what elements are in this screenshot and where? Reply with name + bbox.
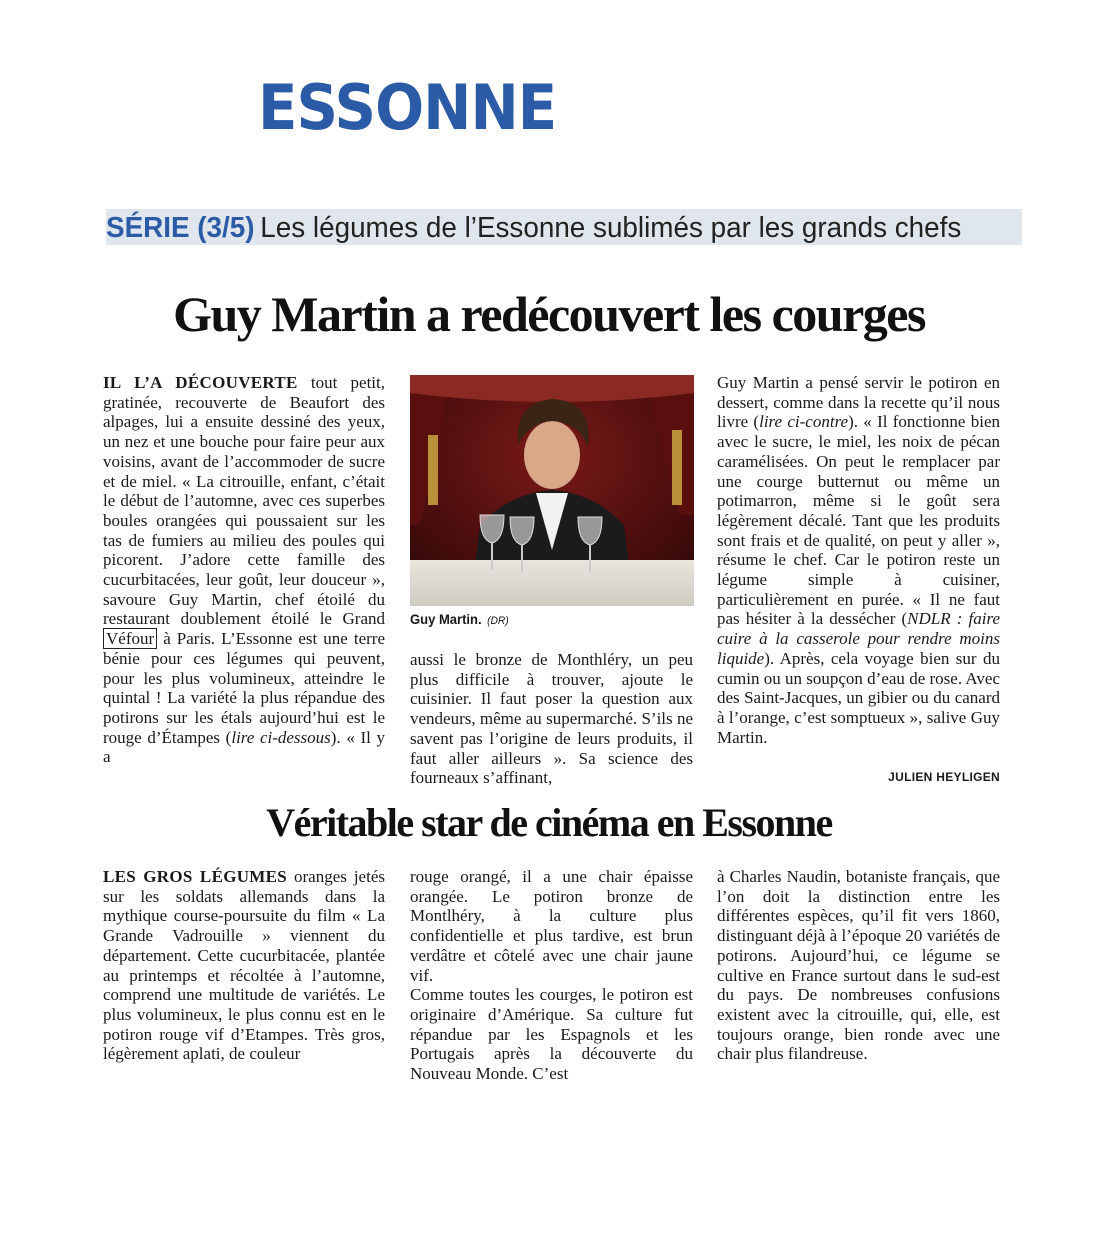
article1-column-3 bbox=[717, 373, 1000, 747]
article2-column-2 bbox=[410, 867, 693, 1084]
article1-column-1 bbox=[103, 373, 385, 767]
photo-caption bbox=[410, 611, 509, 627]
article1-boxed-word: Véfour bbox=[103, 628, 157, 649]
serie-subtitle: Les légumes de l’Essonne sublimés par les grands chefs bbox=[260, 212, 962, 244]
article2-col1-text: oranges jetés sur les soldats allemands dans la mythique course-poursuite du film « La Grande Vadrouille » viennent du département. Cette cucurbitacée, plantée au printemps et récoltée à l’automne, comprend une multitude de variétés. Le plus volumineux, le plus connu est en le potiron rouge vif d’Etampes. Très gros, légèrement aplati, de couleur bbox=[103, 867, 385, 1064]
serie-label: SÉRIE (3/5) bbox=[106, 212, 255, 244]
article2-col2-paragraph-2: Comme toutes les courges, le potiron est originaire d’Amérique. Sa culture fut répandue par les Espagnols et les Portugais après la découverte du Nouveau Monde. C’est bbox=[410, 985, 693, 1084]
serie-kicker bbox=[106, 208, 961, 248]
article1-col1-text-c: ). « Il y a bbox=[103, 727, 385, 767]
article2-col3-text: à Charles Naudin, botaniste français, que l’on doit la distinction entre les différentes espèces, qu’il fit vers 1860, distinguant déjà à l’époque 20 variétés de potirons. Aujourd’hui, ce légume se cultive en France surtout dans le sud-est du pays. De nombreuses confusions existent avec la citrouille, qui, elle, est toujours orange, bien ronde avec une chair plus filandreuse. bbox=[717, 867, 1000, 1064]
article1-col2-text: aussi le bronze de Monthléry, un peu plus difficile à trouver, ajoute le cuisinier. Il faut poser la question aux vendeurs, même au supermarché. S’ils ne savent pas l’origine de leurs produits, il faut aller ailleurs ». Sa science des fourneaux s’affinant, bbox=[410, 650, 693, 788]
article1-col1-text-a: tout petit, gratinée, recouverte de Beaufort des alpages, lui a ensuite dessiné des yeux, un nez et une bouche pour faire peur aux voisins, avant de l’accommoder de sucre et de miel. « La citrouille, enfant, c’était le début de l’automne, avec ces superbes boules orangées qui poussaient sur les tas de fumiers au milieu des poules qui picorent. J’adore cette famille des cucurbitacées, leur goût, leur douceur », savoure Guy Martin, chef étoilé du restaurant doublement étoilé le Grand bbox=[103, 373, 385, 629]
article1-col1-italic: lire ci-dessous bbox=[231, 727, 331, 747]
article2-column-3 bbox=[717, 867, 1000, 1064]
article1-lead: IL L’A DÉCOUVERTE bbox=[103, 373, 298, 392]
chef-portrait-photo bbox=[410, 375, 694, 606]
article1-col1-text-b: à Paris. L’Essonne est une terre bénie pour ces légumes qui peuvent, pour les plus volumineux, atteindre le quintal ! La variété la plus répandue des potirons sur les étals aujourd’hui est le rouge d’Étampes ( bbox=[103, 629, 385, 747]
article1-col3-italic-1: lire ci-contre bbox=[759, 412, 849, 432]
article2-col2-paragraph-1: rouge orangé, il a une chair épaisse orangée. Le potiron bronze de Montlhéry, à la culture plus confidentielle et plus tardive, est brun verdâtre et côtelé avec une chair jaune vif. bbox=[410, 867, 693, 985]
byline: JULIEN HEYLIGEN bbox=[888, 770, 1000, 784]
caption-credit: (DR) bbox=[487, 615, 509, 627]
article2-lead: LES GROS LÉGUMES bbox=[103, 867, 288, 886]
chef-portrait-image bbox=[410, 375, 694, 606]
caption-text: Guy Martin. bbox=[410, 611, 482, 627]
article2-column-1 bbox=[103, 867, 385, 1064]
article1-col3-text-c: ). Après, cela voyage bien sur du cumin ou un soupçon d’eau de rose. Avec des Saint-Jacques, un gibier ou du canard à l’orange, c’est somptueux », salive Guy Martin. bbox=[717, 648, 1000, 747]
article1-col3-italic-2: NDLR : faire cuire à la casserole pour rendre moins liquide bbox=[717, 609, 1000, 668]
section-title: ESSONNE bbox=[258, 71, 557, 144]
article1-col3-text-a: Guy Martin a pensé servir le potiron en dessert, comme dans la recette qu’il nous livre ( bbox=[717, 373, 1000, 432]
article1-col3-text-b: ). « Il fonctionne bien avec le sucre, le miel, les noix de pécan caramélisées. On peut le remplacer par une courge butternut ou même un potimarron, même si le goût sera légèrement décalé. Tant que les produits sont frais et de qualité, on peut y aller », résume le chef. Car le potiron reste un légume simple à cuisiner, particulièrement en purée. « Il ne faut pas hésiter à la dessécher ( bbox=[717, 412, 1000, 629]
article1-headline: Guy Martin a redécouvert les courges bbox=[173, 286, 925, 342]
article2-headline: Véritable star de cinéma en Essonne bbox=[266, 800, 832, 845]
article1-column-2 bbox=[410, 650, 693, 788]
